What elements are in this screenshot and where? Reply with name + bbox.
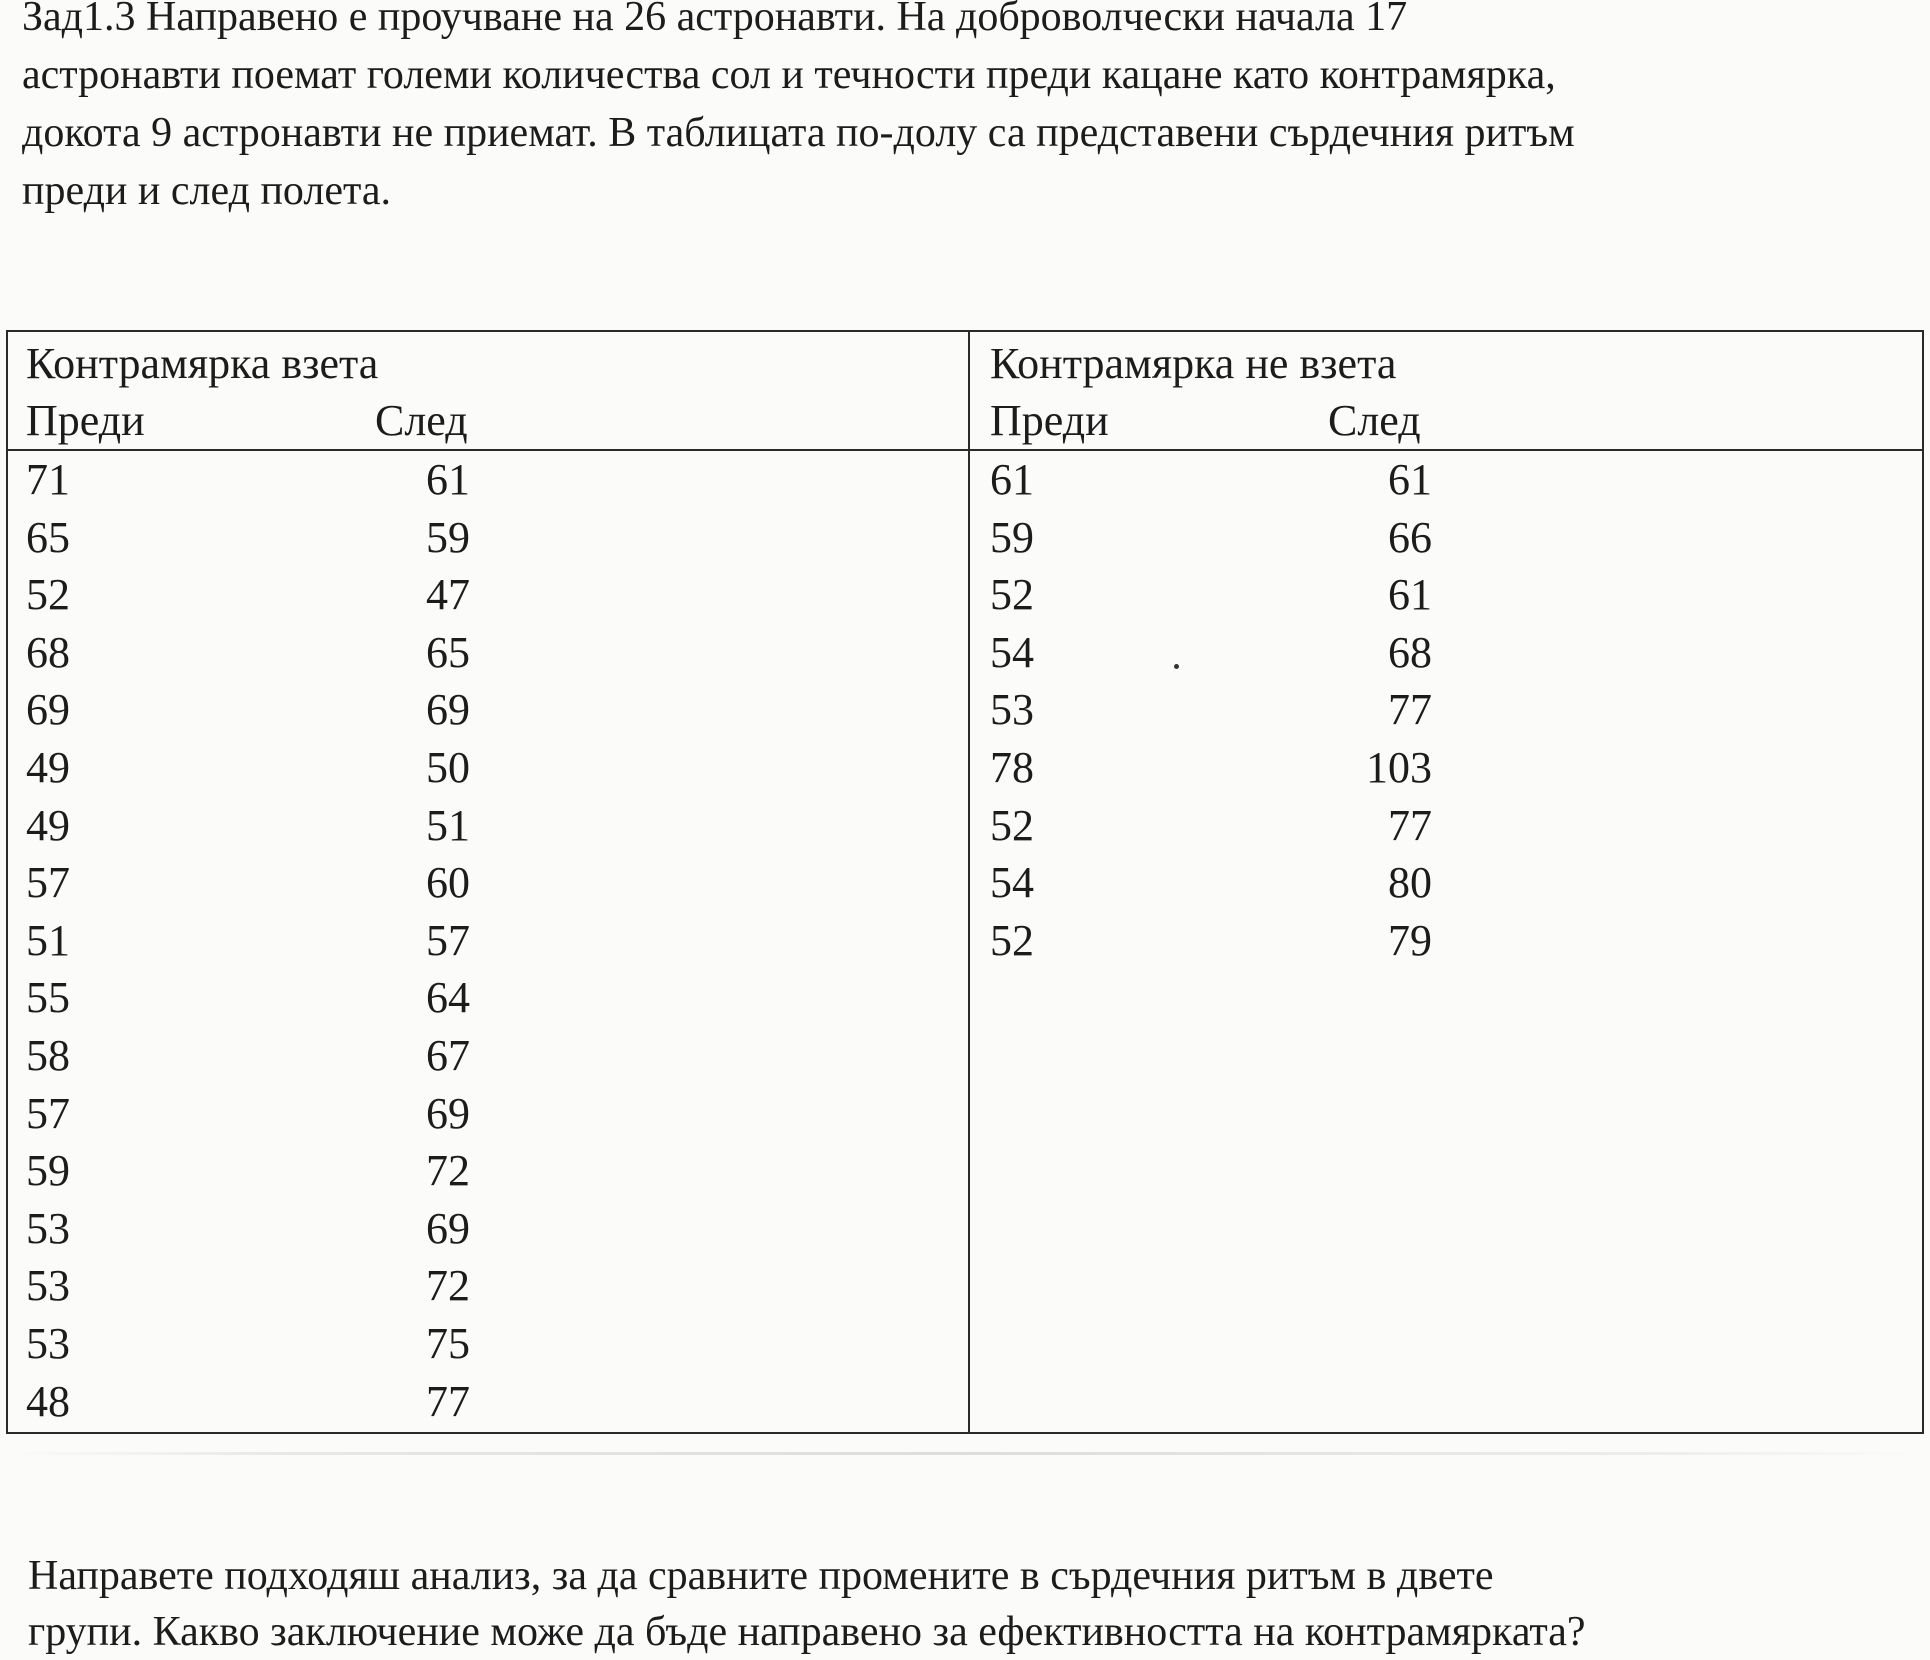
not-taken-before-value: 52 bbox=[990, 915, 1034, 965]
not-taken-before-column bbox=[990, 451, 1080, 969]
group-column-divider bbox=[968, 332, 970, 1432]
taken-before-value: 57 bbox=[26, 1088, 70, 1138]
task-question bbox=[28, 1548, 1928, 1660]
taken-before-value: 51 bbox=[26, 915, 70, 965]
not-taken-before-value: 53 bbox=[990, 685, 1034, 735]
taken-before-value: 48 bbox=[26, 1376, 70, 1426]
not-taken-after-value: 68 bbox=[1388, 627, 1432, 677]
question-line-2: групи. Какво заключение може да бъде направено за ефективността на контрамярката? bbox=[28, 1609, 1586, 1655]
taken-after-value: 69 bbox=[426, 685, 470, 735]
taken-after-value: 72 bbox=[426, 1261, 470, 1311]
intro-line-1: Зад1.3 Направено е проучване на 26 астронавти. На доброволчески начала 17 bbox=[22, 0, 1408, 40]
taken-after-value: 60 bbox=[426, 858, 470, 908]
taken-before-value: 49 bbox=[26, 800, 70, 850]
taken-before-header: Преди bbox=[26, 396, 145, 445]
taken-before-value: 52 bbox=[26, 570, 70, 620]
not-taken-before-value: 61 bbox=[990, 455, 1034, 504]
question-line-1: Направете подходяш анализ, за да сравните промените в сърдечния ритъм в двете bbox=[28, 1553, 1494, 1599]
intro-line-4: преди и след полета. bbox=[22, 168, 391, 214]
taken-after-value: 69 bbox=[426, 1203, 470, 1253]
not-taken-after-column bbox=[1308, 451, 1432, 969]
intro-line-2: астронавти поемат големи количества сол и течности преди кацане като контрамярка, bbox=[22, 52, 1556, 98]
taken-before-value: 53 bbox=[26, 1203, 70, 1253]
scan-fold-line bbox=[0, 1452, 1930, 1455]
not-taken-before-value: 52 bbox=[990, 800, 1034, 850]
header-divider bbox=[8, 449, 1922, 451]
taken-after-header: След bbox=[375, 396, 468, 445]
not-taken-before-value: 52 bbox=[990, 570, 1034, 620]
taken-after-value: 47 bbox=[426, 570, 470, 620]
taken-after-value: 69 bbox=[426, 1088, 470, 1138]
not-taken-after-value: 80 bbox=[1388, 858, 1432, 908]
taken-before-value: 49 bbox=[26, 742, 70, 792]
not-taken-after-value: 77 bbox=[1388, 685, 1432, 735]
heart-rate-table bbox=[6, 330, 1924, 1434]
taken-before-value: 68 bbox=[26, 627, 70, 677]
not-taken-after-value: 66 bbox=[1388, 512, 1432, 562]
taken-before-value: 53 bbox=[26, 1318, 70, 1368]
not-taken-after-value: 61 bbox=[1388, 455, 1432, 504]
taken-after-value: 51 bbox=[426, 800, 470, 850]
intro-line-3: докота 9 астронавти не приемат. В таблицата по-долу са представени сърдечния ритъм bbox=[22, 110, 1575, 156]
not-taken-after-value: 77 bbox=[1388, 800, 1432, 850]
not-taken-before-value: 59 bbox=[990, 512, 1034, 562]
not-taken-after-value: 103 bbox=[1366, 742, 1432, 792]
taken-before-column bbox=[26, 451, 116, 1430]
taken-before-value: 53 bbox=[26, 1261, 70, 1311]
not-taken-before-header: Преди bbox=[990, 396, 1109, 445]
taken-after-value: 67 bbox=[426, 1030, 470, 1080]
taken-after-value: 59 bbox=[426, 512, 470, 562]
taken-after-value: 61 bbox=[426, 455, 470, 504]
taken-after-value: 50 bbox=[426, 742, 470, 792]
not-taken-before-value: 54 bbox=[990, 627, 1034, 677]
scan-speck bbox=[1174, 664, 1179, 669]
not-taken-after-value: 61 bbox=[1388, 570, 1432, 620]
taken-after-value: 72 bbox=[426, 1146, 470, 1196]
group-title-not-taken: Контрамярка не взета bbox=[990, 339, 1397, 388]
taken-after-value: 77 bbox=[426, 1376, 470, 1426]
taken-before-value: 69 bbox=[26, 685, 70, 735]
taken-before-value: 55 bbox=[26, 973, 70, 1023]
not-taken-after-value: 79 bbox=[1388, 915, 1432, 965]
taken-after-value: 65 bbox=[426, 627, 470, 677]
task-intro bbox=[22, 0, 1922, 220]
group-title-taken: Контрамярка взета bbox=[26, 339, 379, 388]
taken-after-column bbox=[358, 451, 470, 1430]
taken-after-value: 57 bbox=[426, 915, 470, 965]
taken-before-value: 65 bbox=[26, 512, 70, 562]
taken-after-value: 75 bbox=[426, 1318, 470, 1368]
not-taken-after-header: След bbox=[1328, 396, 1421, 445]
taken-after-value: 64 bbox=[426, 973, 470, 1023]
not-taken-before-value: 78 bbox=[990, 742, 1034, 792]
taken-before-value: 59 bbox=[26, 1146, 70, 1196]
not-taken-before-value: 54 bbox=[990, 858, 1034, 908]
taken-before-value: 71 bbox=[26, 455, 70, 504]
taken-before-value: 58 bbox=[26, 1030, 70, 1080]
taken-before-value: 57 bbox=[26, 858, 70, 908]
